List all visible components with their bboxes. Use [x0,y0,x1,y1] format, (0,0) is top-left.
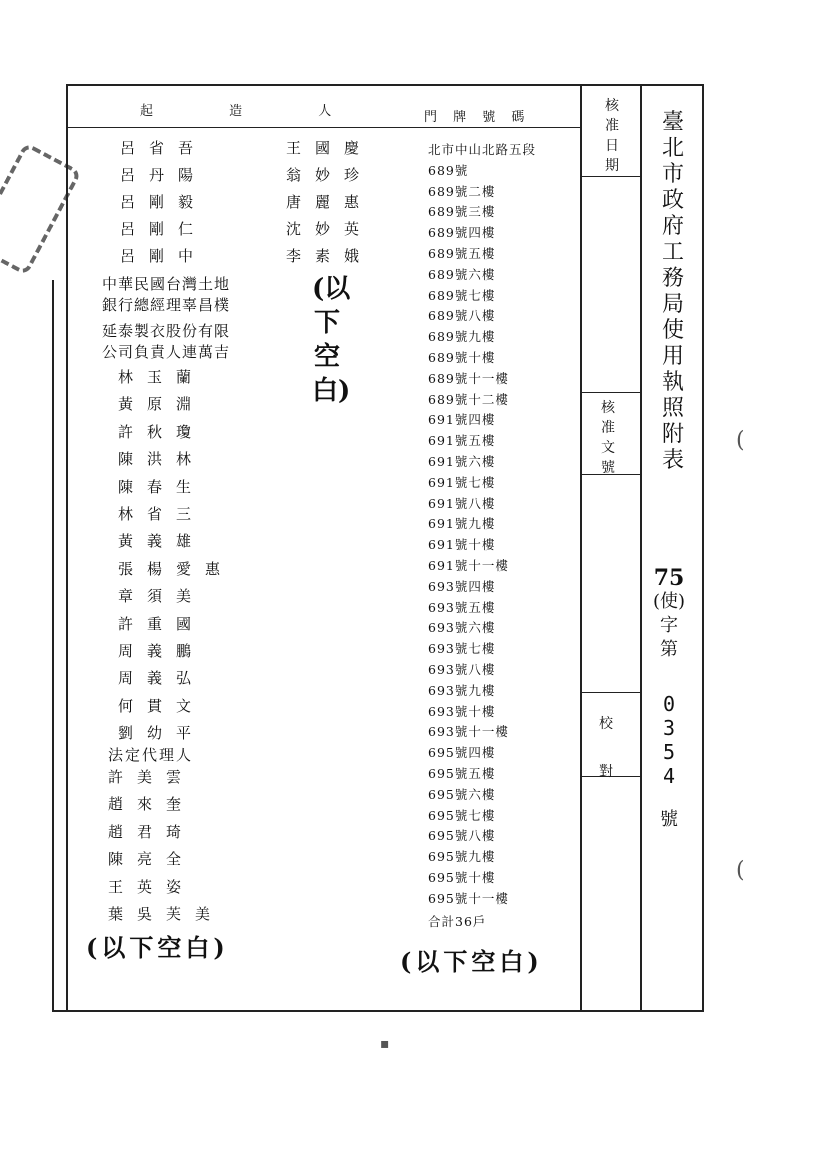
applicant-name: 呂省吾 [120,139,208,157]
applicant-name: 張楊愛惠 [118,559,235,578]
applicant-name: 唐麗惠 [286,193,374,211]
applicant-name: 趙君琦 [108,822,196,841]
approval-doc-label: 核准文號 [601,400,615,476]
address-item: 693號十樓 [428,703,496,719]
approval-date-label: 核准日期 [605,98,619,174]
col-divider-1 [580,86,582,1010]
address-item: 689號十樓 [428,350,496,365]
border-right [702,84,704,1012]
applicant-name: 林省三 [118,505,206,523]
border-left-lower [52,280,54,1012]
address-item: 689號九樓 [428,329,496,345]
address-item: 693號十一樓 [428,724,509,740]
address-item: 695號七樓 [428,807,496,823]
address-item: 695號九樓 [428,849,496,865]
applicant-header: 起 造 人 [140,104,368,119]
address-item: 691號十樓 [428,537,496,553]
address-item: 689號二樓 [428,183,496,199]
address-item: 693號六樓 [428,620,496,636]
blank-note-vertical: (以下空白) [312,274,351,406]
blank-note-right: (以下空白) [400,947,543,976]
address-item: 689號五樓 [428,246,496,261]
address-item: 691號十一樓 [428,558,509,573]
address-item: 693號九樓 [428,682,496,698]
applicant-name: 許美雲 [108,768,196,786]
applicant-name: 翁妙珍 [286,166,374,184]
legal-agent-label: 法定代理人 [108,746,194,764]
address-item: 695號五樓 [428,766,496,781]
applicant-name: 沈妙英 [286,220,374,238]
applicant-name: 章須美 [118,587,206,606]
applicant-name: 許重國 [118,614,206,633]
applicant-name: 陳洪林 [118,450,206,469]
document-title: 臺北市政府工務局使用執照附表 [661,110,684,473]
applicant-name: 李素娥 [286,247,374,265]
address-item: 689號 [428,162,469,178]
address-item: 689號十一樓 [428,370,509,386]
applicant-name: 葉吳芙美 [108,905,225,923]
address-item: 695號十一樓 [428,890,509,906]
address-item: 689號七樓 [428,287,496,303]
total-count: 合計36戶 [428,914,487,929]
border-left [66,84,68,1010]
doc-year: 75 [653,565,685,591]
applicant-name: 陳亮全 [108,850,196,869]
border-top [66,84,702,86]
address-item: 693號四樓 [428,578,496,594]
address-item: 691號七樓 [428,474,496,490]
applicant-name: 何貫文 [118,696,206,715]
applicant-name: 黃原淵 [118,395,206,414]
applicant-name: 劉幼平 [118,724,206,743]
applicant-name: 周義鵬 [118,642,206,660]
doc-number [652,566,686,832]
blank-note-left: (以下空白) [86,933,229,962]
address-item: 691號六樓 [428,454,496,469]
applicant-name: 王國慶 [286,139,374,157]
header-underline [66,127,580,128]
address-item: 691號五樓 [428,433,496,449]
applicant-name: 趙來奎 [108,795,196,814]
address-item: 695號四樓 [428,745,496,761]
address-item: 689號十二樓 [428,391,509,407]
address-item: 693號五樓 [428,599,496,615]
seal-stamp [0,142,82,276]
address-item: 691號四樓 [428,412,496,428]
address-item: 北市中山北路五段 [428,142,537,157]
applicant-name: 呂丹陽 [120,166,208,184]
applicant-name: 呂剛毅 [120,193,208,211]
door-number-header: 門 牌 號 碼 [424,110,531,125]
applicant-name: 林玉蘭 [118,368,206,386]
address-item: 695號六樓 [428,786,496,802]
address-item: 689號六樓 [428,266,496,282]
side-row-4 [580,692,640,693]
address-item: 689號八樓 [428,308,496,324]
col-divider-2 [640,86,642,1010]
doc-category: (使)字第 [652,591,686,660]
scan-mark: ( [736,428,745,453]
address-item: 691號八樓 [428,495,496,511]
border-bottom [52,1010,704,1012]
side-row-2 [580,392,640,393]
applicant-name: 黃義雄 [118,532,206,551]
scan-mark: ( [736,858,745,883]
applicant-name: 王英姿 [108,877,196,896]
corporate-line-2: 銀行總經理辜昌樸 [102,296,231,314]
applicant-name: 許秋瓊 [118,422,206,441]
corporate-line-1: 中華民國台灣土地 [102,275,231,293]
address-item: 689號四樓 [428,225,496,241]
proofread-label: 校對 [599,716,613,780]
applicant-name: 周義弘 [118,669,206,688]
applicant-name: 呂剛仁 [120,220,208,238]
doc-serial: 0354 [662,692,676,788]
applicant-name: 呂剛中 [120,247,208,265]
applicant-name: 陳春生 [118,477,206,496]
address-item: 693號七樓 [428,641,496,657]
address-item: 695號八樓 [428,828,496,844]
address-item: 695號十樓 [428,870,496,885]
address-item: 689號三樓 [428,204,496,220]
address-item: 691號九樓 [428,516,496,532]
address-item: 693號八樓 [428,662,496,677]
corporate-line-3: 延泰製衣股份有限 [102,322,231,340]
corporate-line-4: 公司負責人連萬吉 [102,343,231,361]
doc-suffix: 號 [660,809,678,830]
side-row-1 [580,176,640,177]
scan-mark: ▪ [380,1036,390,1052]
